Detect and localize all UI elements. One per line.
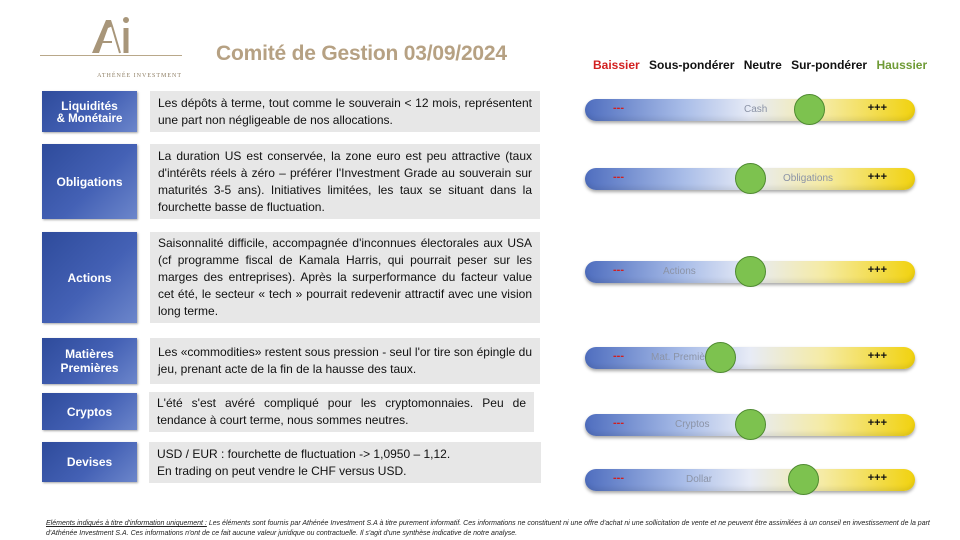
gauge-position-marker [788,464,819,495]
gauge-obligations [585,168,915,190]
commentary-cryptos [149,392,534,432]
commentary-text: Les dépôts à terme, tout comme le souverain < 12 mois, représentent une part non négligeable de nos allocations. [158,95,532,127]
page-title: Comité de Gestion 03/09/2024 [216,42,507,65]
athenee-logo [40,14,182,79]
commentary-liquidites [150,91,540,132]
gauge-asset-label: Obligations [783,173,834,184]
gauge-dollar [585,469,915,491]
gauge-plus-mark: +++ [867,102,887,114]
gauge-plus-mark: +++ [867,472,887,484]
gauge-plus-mark: +++ [867,350,887,362]
asset-class-name: Actions [67,270,112,285]
commentary-text: Saisonnalité difficile, accompagnée d'inconnues électorales aux USA (cf programme fiscal de Kamala Harris, qui pourrait peser sur les marges des entreprises). Après la surperformance du facteur value cet été, le secteur « tech » pourrait redevenir attractif avec une vision long terme. [158,236,532,318]
stance-scale-legend [593,58,927,72]
commentary-obligations [150,144,540,219]
asset-class-label-liquidites [42,91,137,132]
gauge-minus-mark: --- [613,350,624,362]
logo-text: ATHÉNÉE INVESTMENT [97,73,182,79]
commentary-text: Les «commodities» restent sous pression - seul l'or tire son épingle du jeu, prenant acte de la fin de la hausse des taux. [158,345,532,376]
gauge-minus-mark: --- [613,417,624,429]
gauge-minus-mark: --- [613,102,624,114]
asset-class-name: Cryptos [66,404,113,419]
commentary-text: USD / EUR : fourchette de fluctuation -> 1,0950 – 1,12. En trading on peut vendre le CHF versus USD. [157,446,451,478]
gauge-position-marker [735,163,766,194]
gauge-position-marker [735,409,766,440]
asset-class-subname: Premières [60,361,119,375]
gauge-matieres-premieres [585,347,915,369]
asset-class-subname: & Monétaire [56,112,123,125]
gauge-asset-label: Dollar [686,474,713,485]
asset-class-name: Liquidités [61,98,118,113]
athenee-monogram-icon [90,14,134,54]
asset-class-label-actions [42,232,137,323]
legal-disclaimer [46,519,936,539]
commentary-actions [150,232,540,323]
gauge-track [585,347,915,369]
gauge-asset-label: Cash [744,104,768,115]
gauge-minus-mark: --- [613,171,624,183]
asset-class-label-cryptos [42,393,137,430]
gauge-minus-mark: --- [613,264,624,276]
scale-bear-label: Baissier [593,58,640,72]
asset-class-name: Devises [66,455,113,469]
scale-over-label: Sur-pondérer [791,58,868,72]
gauge-track [585,469,915,491]
scale-under-label: Sous-pondérer [649,58,735,72]
scale-bull-label: Haussier [876,58,928,72]
asset-class-label-devises [42,442,137,482]
commentary-text: La duration US est conservée, la zone euro est peu attractive (taux d'intérêts réels à zéro – préférer l'Investment Grade au souverain sur maturités 3-5 ans). Initiatives limitées, les taux se situant dans la fourchette basse de fluctuation. [158,148,532,214]
disclaimer-body: Les éléments sont fournis par Athénée Investment S.A à titre purement informatif. Ces informations ne constituent ni une offre d'achat ni une sollicitation de vente et ne peuvent être assimilées à un conseil en investissement de la part d'Athénée Investment S.A. Ces informations n'ont de ce fait aucune valeur juridique ou contractuelle. Il s'agit d'une synthèse indicative de notre analyse. [46,520,930,537]
asset-class-name: Obligations [56,174,123,189]
gauge-plus-mark: +++ [867,264,887,276]
commentary-matieres-premieres [150,338,540,384]
gauge-cash [585,99,915,121]
scale-neutral-label: Neutre [743,58,782,72]
gauge-minus-mark: --- [613,472,624,484]
gauge-actions [585,261,915,283]
commentary-devises [149,442,541,483]
disclaimer-lead: Eléments indiqués à titre d'information uniquement : [46,520,207,527]
asset-class-name: Matières [65,347,114,361]
gauge-asset-label: Cryptos [675,419,710,430]
logo-divider [40,55,182,56]
asset-class-label-obligations [42,144,137,219]
gauge-position-marker [735,256,766,287]
gauge-asset-label: Actions [663,266,696,277]
gauge-cryptos [585,414,915,436]
commentary-text: L'été s'est avéré compliqué pour les cryptomonnaies. Peu de tendance à court terme, nous sommes neutres. [157,396,526,427]
gauge-asset-label: Mat. Premiè [651,352,705,363]
asset-class-label-matieres-premieres [42,338,137,384]
gauge-plus-mark: +++ [867,171,887,183]
gauge-plus-mark: +++ [867,417,887,429]
